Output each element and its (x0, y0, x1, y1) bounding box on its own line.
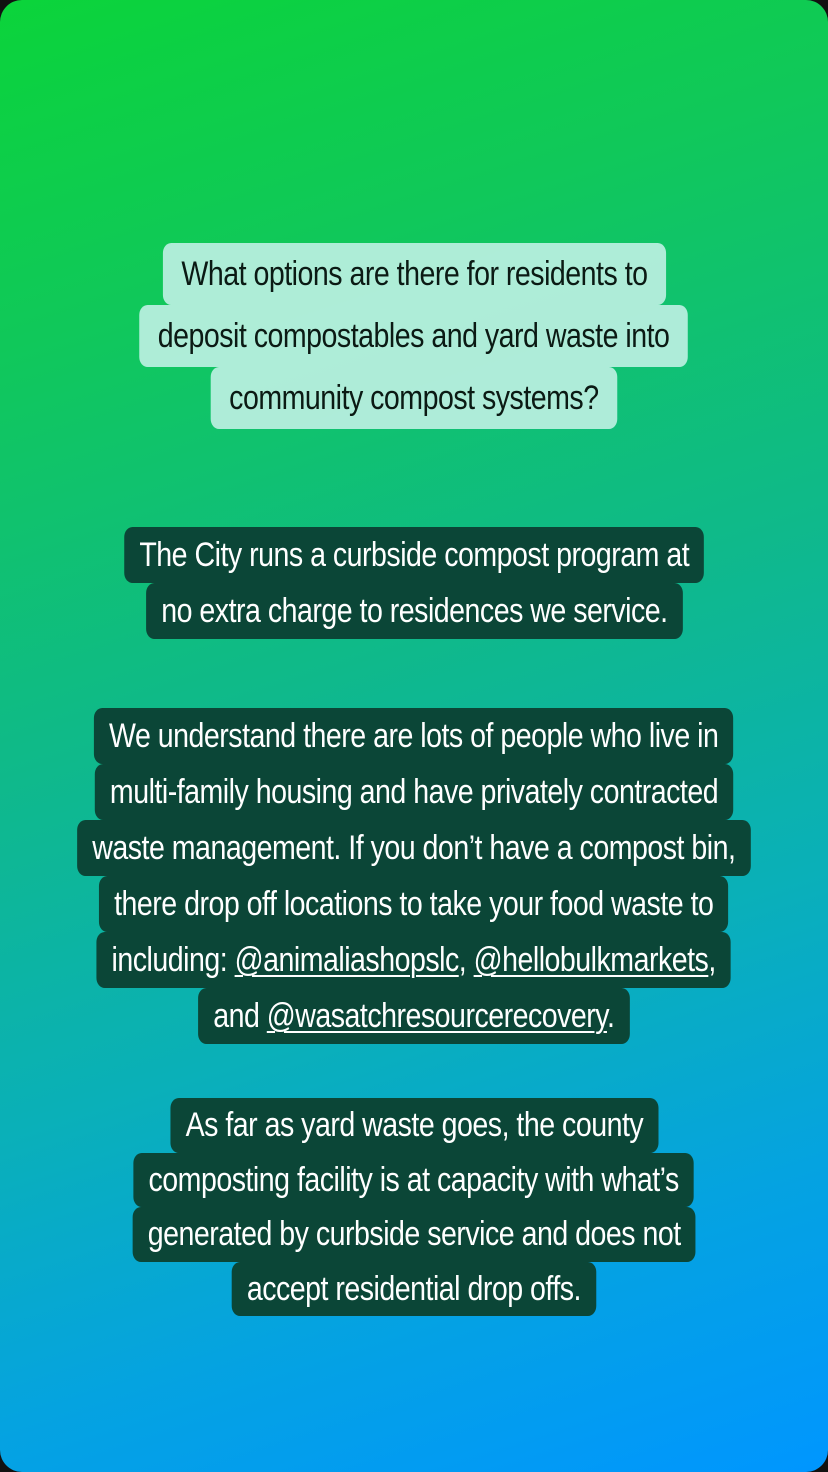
answer-text-block-3 (0, 1098, 828, 1316)
answer-line: composting facility is at capacity with what’s (134, 1153, 695, 1208)
answer-line: generated by curbside service and does not (132, 1207, 695, 1262)
question-sticker (0, 243, 828, 429)
answer-line: accept residential drop offs. (232, 1262, 596, 1317)
answer-line (97, 932, 731, 988)
answer-line: We understand there are lots of people who live in (94, 708, 734, 764)
line-text: . (607, 997, 615, 1035)
mention-link-hellobulkmarkets[interactable]: @hellobulkmarkets (473, 941, 709, 979)
answer-line: As far as yard waste goes, the county (170, 1098, 658, 1153)
answer-line: waste management. If you don’t have a compost bin, (77, 820, 750, 876)
answer-line: The City runs a curbside compost program at (124, 527, 704, 583)
answer-line (198, 988, 629, 1044)
question-line: What options are there for residents to (162, 243, 665, 305)
answer-text-block-2 (0, 708, 828, 1044)
answer-text-block-1 (0, 527, 828, 639)
answer-line: there drop off locations to take your food waste to (99, 876, 729, 932)
question-line: deposit compostables and yard waste into (140, 305, 689, 367)
mention-link-animaliashopslc[interactable]: @animaliashopslc (234, 941, 460, 979)
line-text: , (708, 941, 717, 979)
mention-link-wasatchresourcerecovery[interactable]: @wasatchresourcerecovery (266, 997, 608, 1035)
answer-line: multi-family housing and have privately contracted (95, 764, 733, 820)
line-text: including: (111, 941, 235, 979)
line-text: and (213, 997, 267, 1035)
answer-line: no extra charge to residences we service. (146, 583, 683, 639)
line-text: , (459, 941, 474, 979)
question-line: community compost systems? (211, 367, 617, 429)
